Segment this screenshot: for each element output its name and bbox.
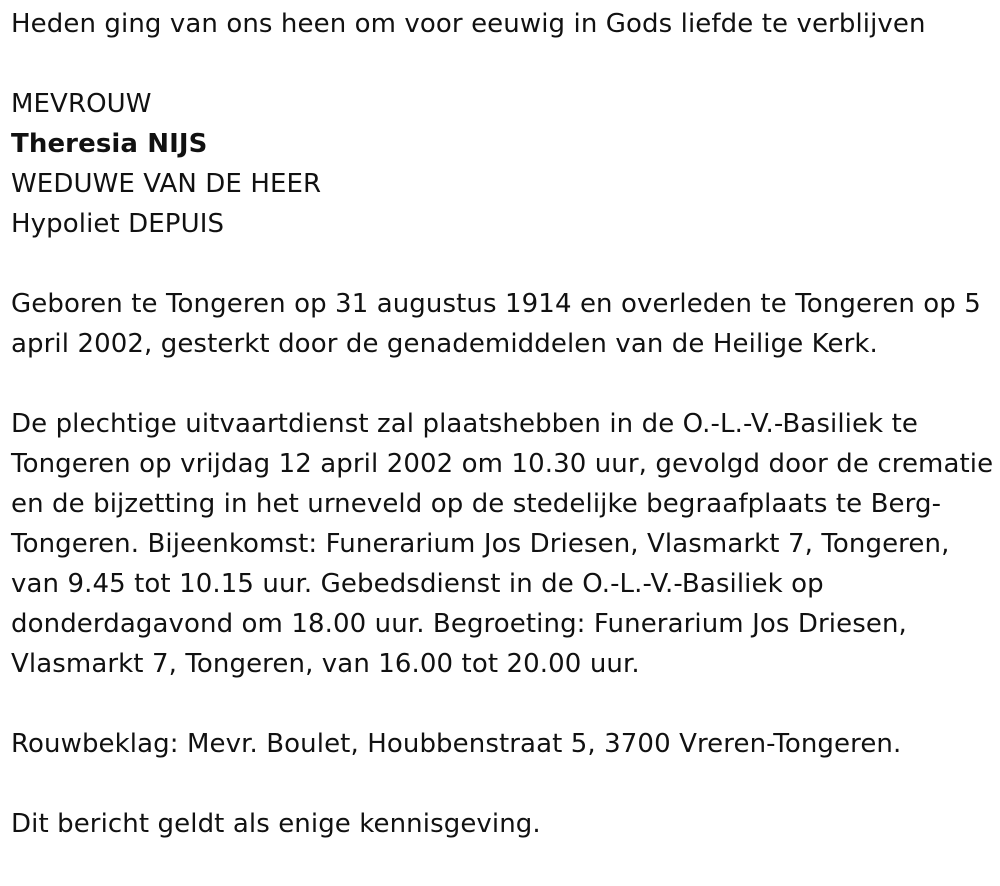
obituary-notice bbox=[11, 0, 996, 844]
deceased-name: Theresia NIJS bbox=[11, 129, 208, 159]
title-line: MEVROUW bbox=[11, 89, 152, 119]
spacer bbox=[11, 764, 996, 804]
closing-line: Dit bericht geldt als enige kennisgeving. bbox=[11, 809, 541, 839]
condolences-line: Rouwbeklag: Mevr. Boulet, Houbbenstraat 5, 3700 Vreren-Tongeren. bbox=[11, 729, 902, 759]
funeral-paragraph: De plechtige uitvaartdienst zal plaatshebben in de O.-L.-V.-Basiliek te Tongeren op vrijdag 12 april 2002 om 10.30 uur, gevolgd door de crematie en de bijzetting in het urneveld op de stedelijke begraafplaats te Berg-Tongeren. Bijeenkomst: Funerarium Jos Driesen, Vlasmarkt 7, Tongeren, van 9.45 tot 10.15 uur. Gebedsdienst in de O.-L.-V.-Basiliek op donderdagavond om 18.00 uur. Begroeting: Funerarium Jos Driesen, Vlasmarkt 7, Tongeren, van 16.00 tot 20.00 uur. bbox=[11, 409, 994, 679]
spacer bbox=[11, 684, 996, 724]
spacer bbox=[11, 244, 996, 284]
spouse-name: Hypoliet DEPUIS bbox=[11, 209, 225, 239]
birth-death-paragraph: Geboren te Tongeren op 31 augustus 1914 en overleden te Tongeren op 5 april 2002, gesterkt door de genademiddelen van de Heilige Kerk. bbox=[11, 289, 981, 359]
widow-of-label: WEDUWE VAN DE HEER bbox=[11, 169, 322, 199]
spacer bbox=[11, 364, 996, 404]
spacer bbox=[11, 44, 996, 84]
intro-line: Heden ging van ons heen om voor eeuwig in Gods liefde te verblijven bbox=[11, 9, 926, 39]
